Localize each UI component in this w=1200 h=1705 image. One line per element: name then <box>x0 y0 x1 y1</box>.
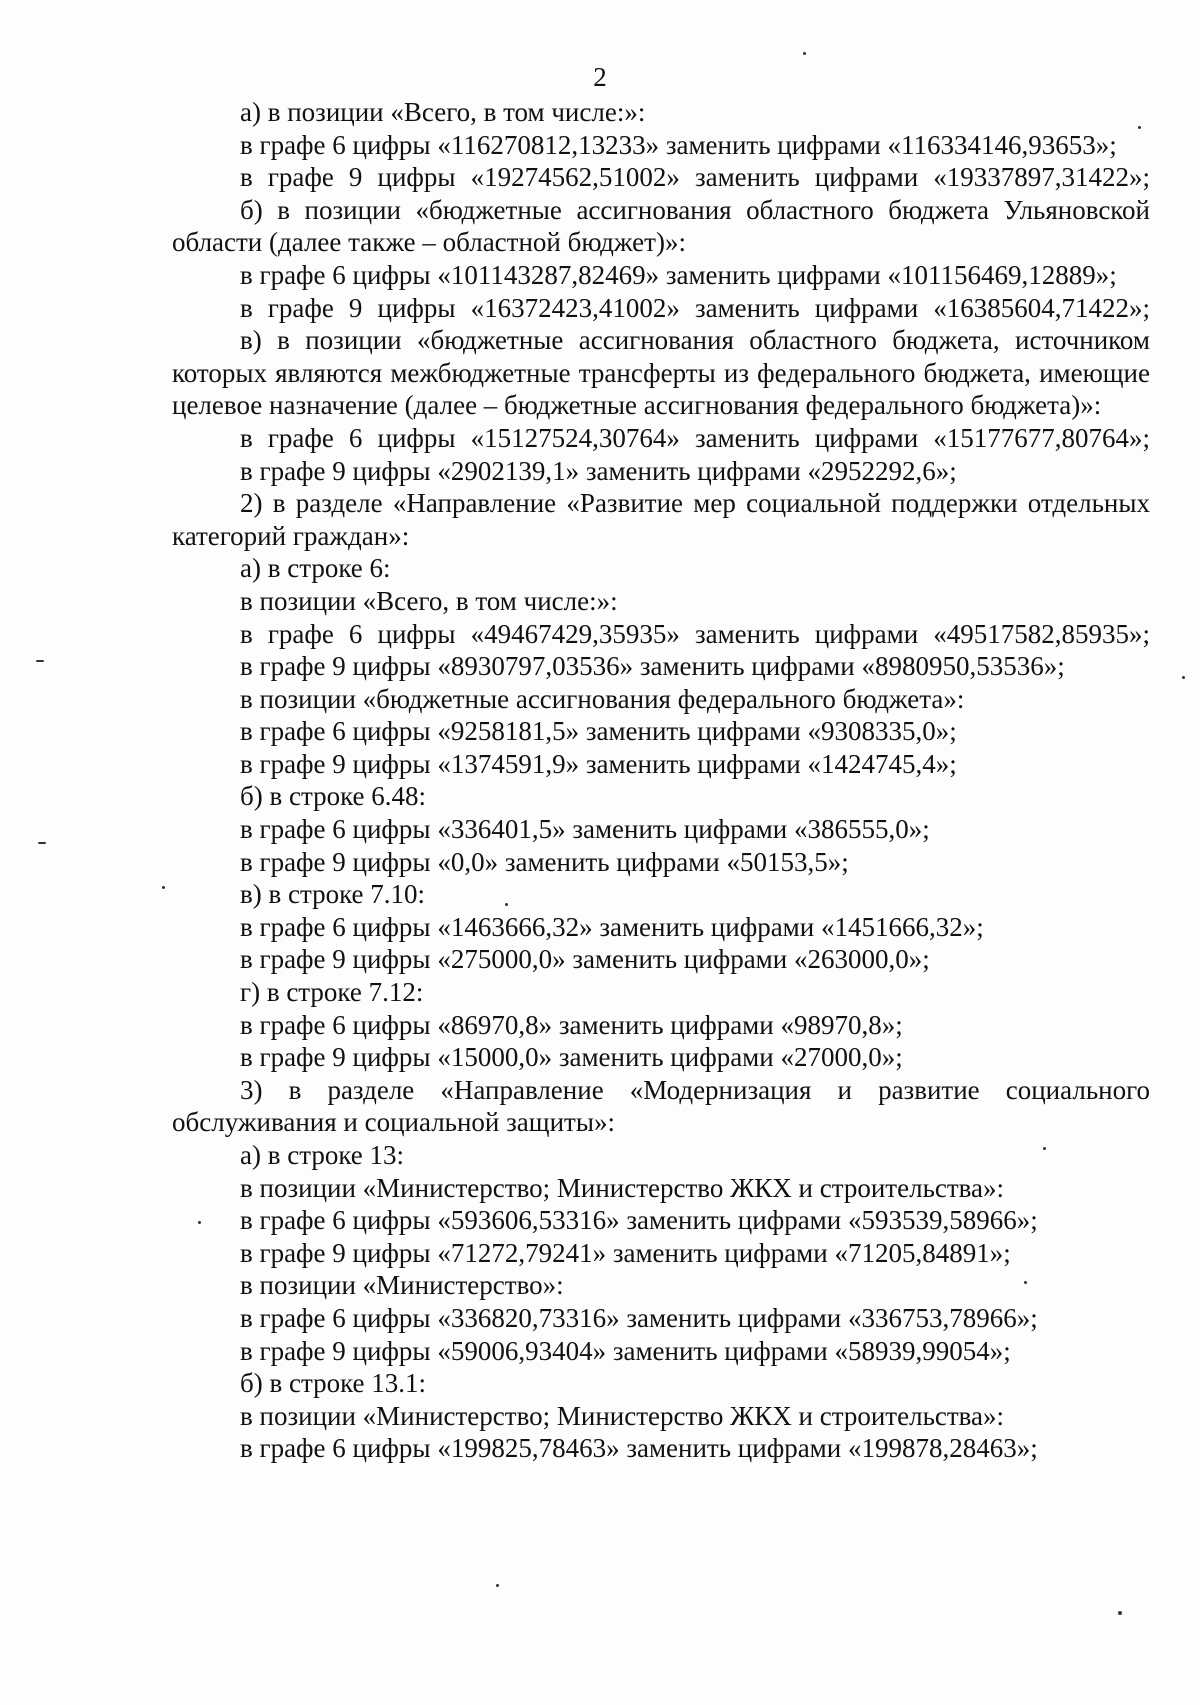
paragraph: в графе 6 цифры «336401,5» заменить цифрами «386555,0»; <box>240 814 930 845</box>
paragraph: в графе 9 цифры «15000,0» заменить цифрами «27000,0»; <box>240 1042 903 1073</box>
paragraph: в графе 9 цифры «2902139,1» заменить цифрами «2952292,6»; <box>240 455 957 486</box>
paragraph: в графе 6 цифры «1463666,32» заменить цифрами «1451666,32»; <box>240 911 984 942</box>
paragraph: в позиции «бюджетные ассигнования федерального бюджета»: <box>240 683 965 714</box>
paragraph: в графе 6 цифры «593606,53316» заменить цифрами «593539,58966»; <box>240 1205 1038 1236</box>
paragraph: в графе 9 цифры «19274562,51002» заменить цифрами «19337897,31422»; <box>240 162 1150 193</box>
paragraph: в графе 9 цифры «16372423,41002» заменить цифрами «16385604,71422»; <box>240 292 1150 323</box>
scan-speck <box>1024 1281 1027 1284</box>
paragraph: в позиции «Министерство»: <box>240 1270 564 1301</box>
paragraph: а) в позиции «Всего, в том числе:»: <box>240 97 646 127</box>
paragraph: в графе 6 цифры «101143287,82469» заменить цифрами «101156469,12889»; <box>240 259 1117 290</box>
paragraph: в графе 6 цифры «86970,8» заменить цифрами «98970,8»; <box>240 1009 903 1040</box>
scan-speck <box>1138 126 1141 129</box>
paragraph: в графе 9 цифры «1374591,9» заменить цифрами «1424745,4»; <box>240 748 957 779</box>
paragraph: в) в позиции «бюджетные ассигнования областного бюджета, источником которых являются межбюджетные трансферты из федерального бюджета, имеющие целевое назначение (далее – бюджетные ассигнования федерального бюджета)»: <box>172 325 1150 421</box>
paragraph: а) в строке 6: <box>240 553 391 584</box>
paragraph: 3) в разделе «Направление «Модернизация и развитие социального обслуживания и социальной защиты»: <box>172 1074 1150 1138</box>
paragraph: в графе 6 цифры «336820,73316» заменить цифрами «336753,78966»; <box>240 1302 1038 1333</box>
scan-speck <box>505 903 508 906</box>
scan-speck <box>36 660 44 662</box>
paragraph: в графе 6 цифры «49467429,35935» заменить цифрами «49517582,85935»; <box>240 618 1150 649</box>
paragraph: 2) в разделе «Направление «Развитие мер социальной поддержки отдельных категорий граждан»: <box>172 488 1150 551</box>
paragraph: г) в строке 7.12: <box>240 977 424 1008</box>
document-body <box>172 96 1150 1465</box>
paragraph: в графе 6 цифры «116270812,13233» заменить цифрами «116334146,93653»; <box>240 129 1117 160</box>
paragraph: в графе 6 цифры «9258181,5» заменить цифрами «9308335,0»; <box>240 716 957 747</box>
scan-speck <box>1182 676 1185 679</box>
paragraph: б) в позиции «бюджетные ассигнования областного бюджета Ульяновской области (далее также – областной бюджет)»: <box>172 194 1150 258</box>
page-number: 2 <box>593 62 607 92</box>
paragraph: б) в строке 6.48: <box>240 781 427 812</box>
paragraph: в графе 9 цифры «71272,79241» заменить цифрами «71205,84891»; <box>240 1237 1011 1268</box>
paragraph: б) в строке 13.1: <box>240 1368 427 1399</box>
scan-speck <box>198 1221 201 1224</box>
scan-speck <box>1118 1611 1122 1615</box>
scan-speck <box>803 52 806 55</box>
paragraph: в графе 9 цифры «0,0» заменить цифрами «50153,5»; <box>240 846 849 877</box>
paragraph: в позиции «Всего, в том числе:»: <box>240 585 618 616</box>
paragraph: в графе 6 цифры «15127524,30764» заменить цифрами «15177677,80764»; <box>240 422 1150 453</box>
paragraph: в позиции «Министерство; Министерство ЖКХ и строительства»: <box>240 1400 1005 1431</box>
scan-speck <box>162 886 165 889</box>
paragraph: а) в строке 13: <box>240 1140 405 1170</box>
scan-speck <box>496 1584 499 1587</box>
paragraph: в позиции «Министерство; Министерство ЖКХ и строительства»: <box>240 1172 1005 1203</box>
paragraph: в графе 9 цифры «59006,93404» заменить цифрами «58939,99054»; <box>240 1335 1011 1366</box>
scan-speck <box>1043 1147 1046 1150</box>
paragraph: в графе 9 цифры «8930797,03536» заменить цифрами «8980950,53536»; <box>240 651 1065 682</box>
scan-speck <box>38 842 46 844</box>
paragraph: в графе 6 цифры «199825,78463» заменить цифрами «199878,28463»; <box>240 1433 1038 1464</box>
paragraph: в) в строке 7.10: <box>240 879 426 910</box>
paragraph: в графе 9 цифры «275000,0» заменить цифрами «263000,0»; <box>240 944 930 975</box>
